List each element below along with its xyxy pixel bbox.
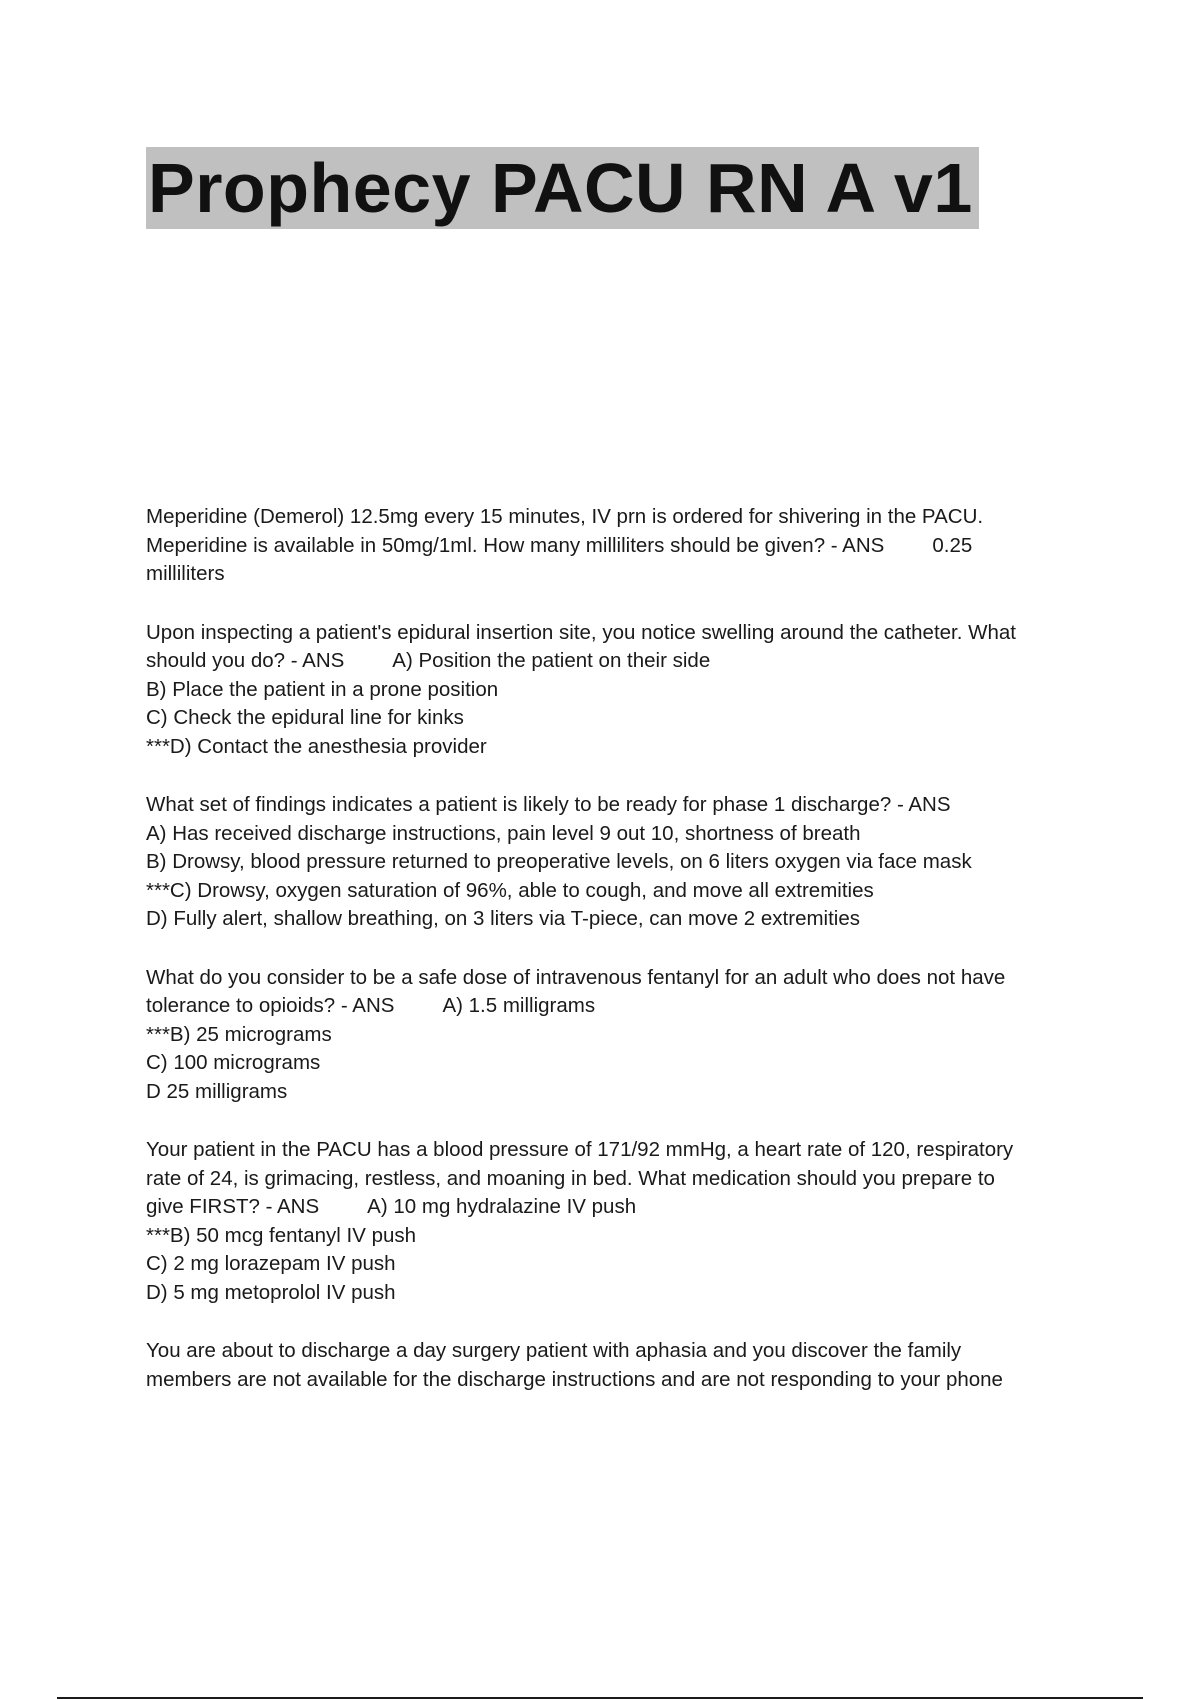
answer-option: C) 2 mg lorazepam IV push <box>146 1252 396 1275</box>
question-block <box>146 619 1096 762</box>
answer-option: D) 5 mg metoprolol IV push <box>146 1280 396 1304</box>
question-prompt-text: give FIRST? - ANS <box>146 1195 320 1218</box>
question-prompt-text: Meperidine is available in 50mg/1ml. How many milliliters should be given? - ANS <box>146 533 885 557</box>
inline-answer: A) 1.5 milligrams <box>442 994 596 1017</box>
question-prompt-line: Upon inspecting a patient's epidural insertion site, you notice swelling around the catheter. What <box>146 620 1016 644</box>
inline-answer: A) 10 mg hydralazine IV push <box>367 1195 637 1218</box>
question-prompt-line: What set of findings indicates a patient is likely to be ready for phase 1 discharge? - ANS <box>146 793 951 816</box>
question-prompt-line <box>146 647 1096 676</box>
question-block <box>146 964 1096 1107</box>
answer-option: C) Check the epidural line for kinks <box>146 706 464 729</box>
answer-option: B) Drowsy, blood pressure returned to preoperative levels, on 6 liters oxygen via face mask <box>146 850 972 873</box>
inline-answer: A) Position the patient on their side <box>392 649 711 672</box>
footer-divider <box>57 1697 1143 1699</box>
question-prompt-line <box>146 1193 1096 1222</box>
question-block <box>146 1337 1096 1394</box>
question-list <box>146 503 1096 1424</box>
question-block <box>146 1136 1096 1307</box>
question-block <box>146 503 1096 589</box>
question-block <box>146 791 1096 934</box>
question-prompt-line <box>146 532 1096 561</box>
document-title: Prophecy PACU RN A v1 <box>146 147 979 229</box>
answer-option: ***C) Drowsy, oxygen saturation of 96%, able to cough, and move all extremities <box>146 878 874 902</box>
question-prompt-line: members are not available for the discharge instructions and are not responding to your phone <box>146 1367 1003 1391</box>
answer-option: C) 100 micrograms <box>146 1051 321 1074</box>
answer-option: A) Has received discharge instructions, pain level 9 out 10, shortness of breath <box>146 821 861 845</box>
answer-option: ***B) 50 mcg fentanyl IV push <box>146 1223 417 1247</box>
question-prompt-line: Meperidine (Demerol) 12.5mg every 15 minutes, IV prn is ordered for shivering in the PACU. <box>146 505 984 528</box>
question-prompt-line <box>146 992 1096 1021</box>
answer-option: D) Fully alert, shallow breathing, on 3 liters via T-piece, can move 2 extremities <box>146 907 861 930</box>
question-prompt-line: What do you consider to be a safe dose of intravenous fentanyl for an adult who does not have <box>146 965 1006 989</box>
title-block <box>146 147 979 229</box>
answer-option: milliliters <box>146 562 225 585</box>
question-prompt-line: rate of 24, is grimacing, restless, and moaning in bed. What medication should you prepare to <box>146 1166 995 1190</box>
answer-option: ***B) 25 micrograms <box>146 1022 332 1046</box>
question-prompt-text: tolerance to opioids? - ANS <box>146 994 395 1017</box>
answer-option: ***D) Contact the anesthesia provider <box>146 734 487 758</box>
answer-option: B) Place the patient in a prone position <box>146 677 499 701</box>
question-prompt-text: should you do? - ANS <box>146 649 345 672</box>
inline-answer: 0.25 <box>932 533 973 557</box>
answer-option: D 25 milligrams <box>146 1079 288 1103</box>
question-prompt-line: You are about to discharge a day surgery patient with aphasia and you discover the family <box>146 1339 962 1362</box>
question-prompt-line: Your patient in the PACU has a blood pressure of 171/92 mmHg, a heart rate of 120, respiratory <box>146 1138 1014 1161</box>
